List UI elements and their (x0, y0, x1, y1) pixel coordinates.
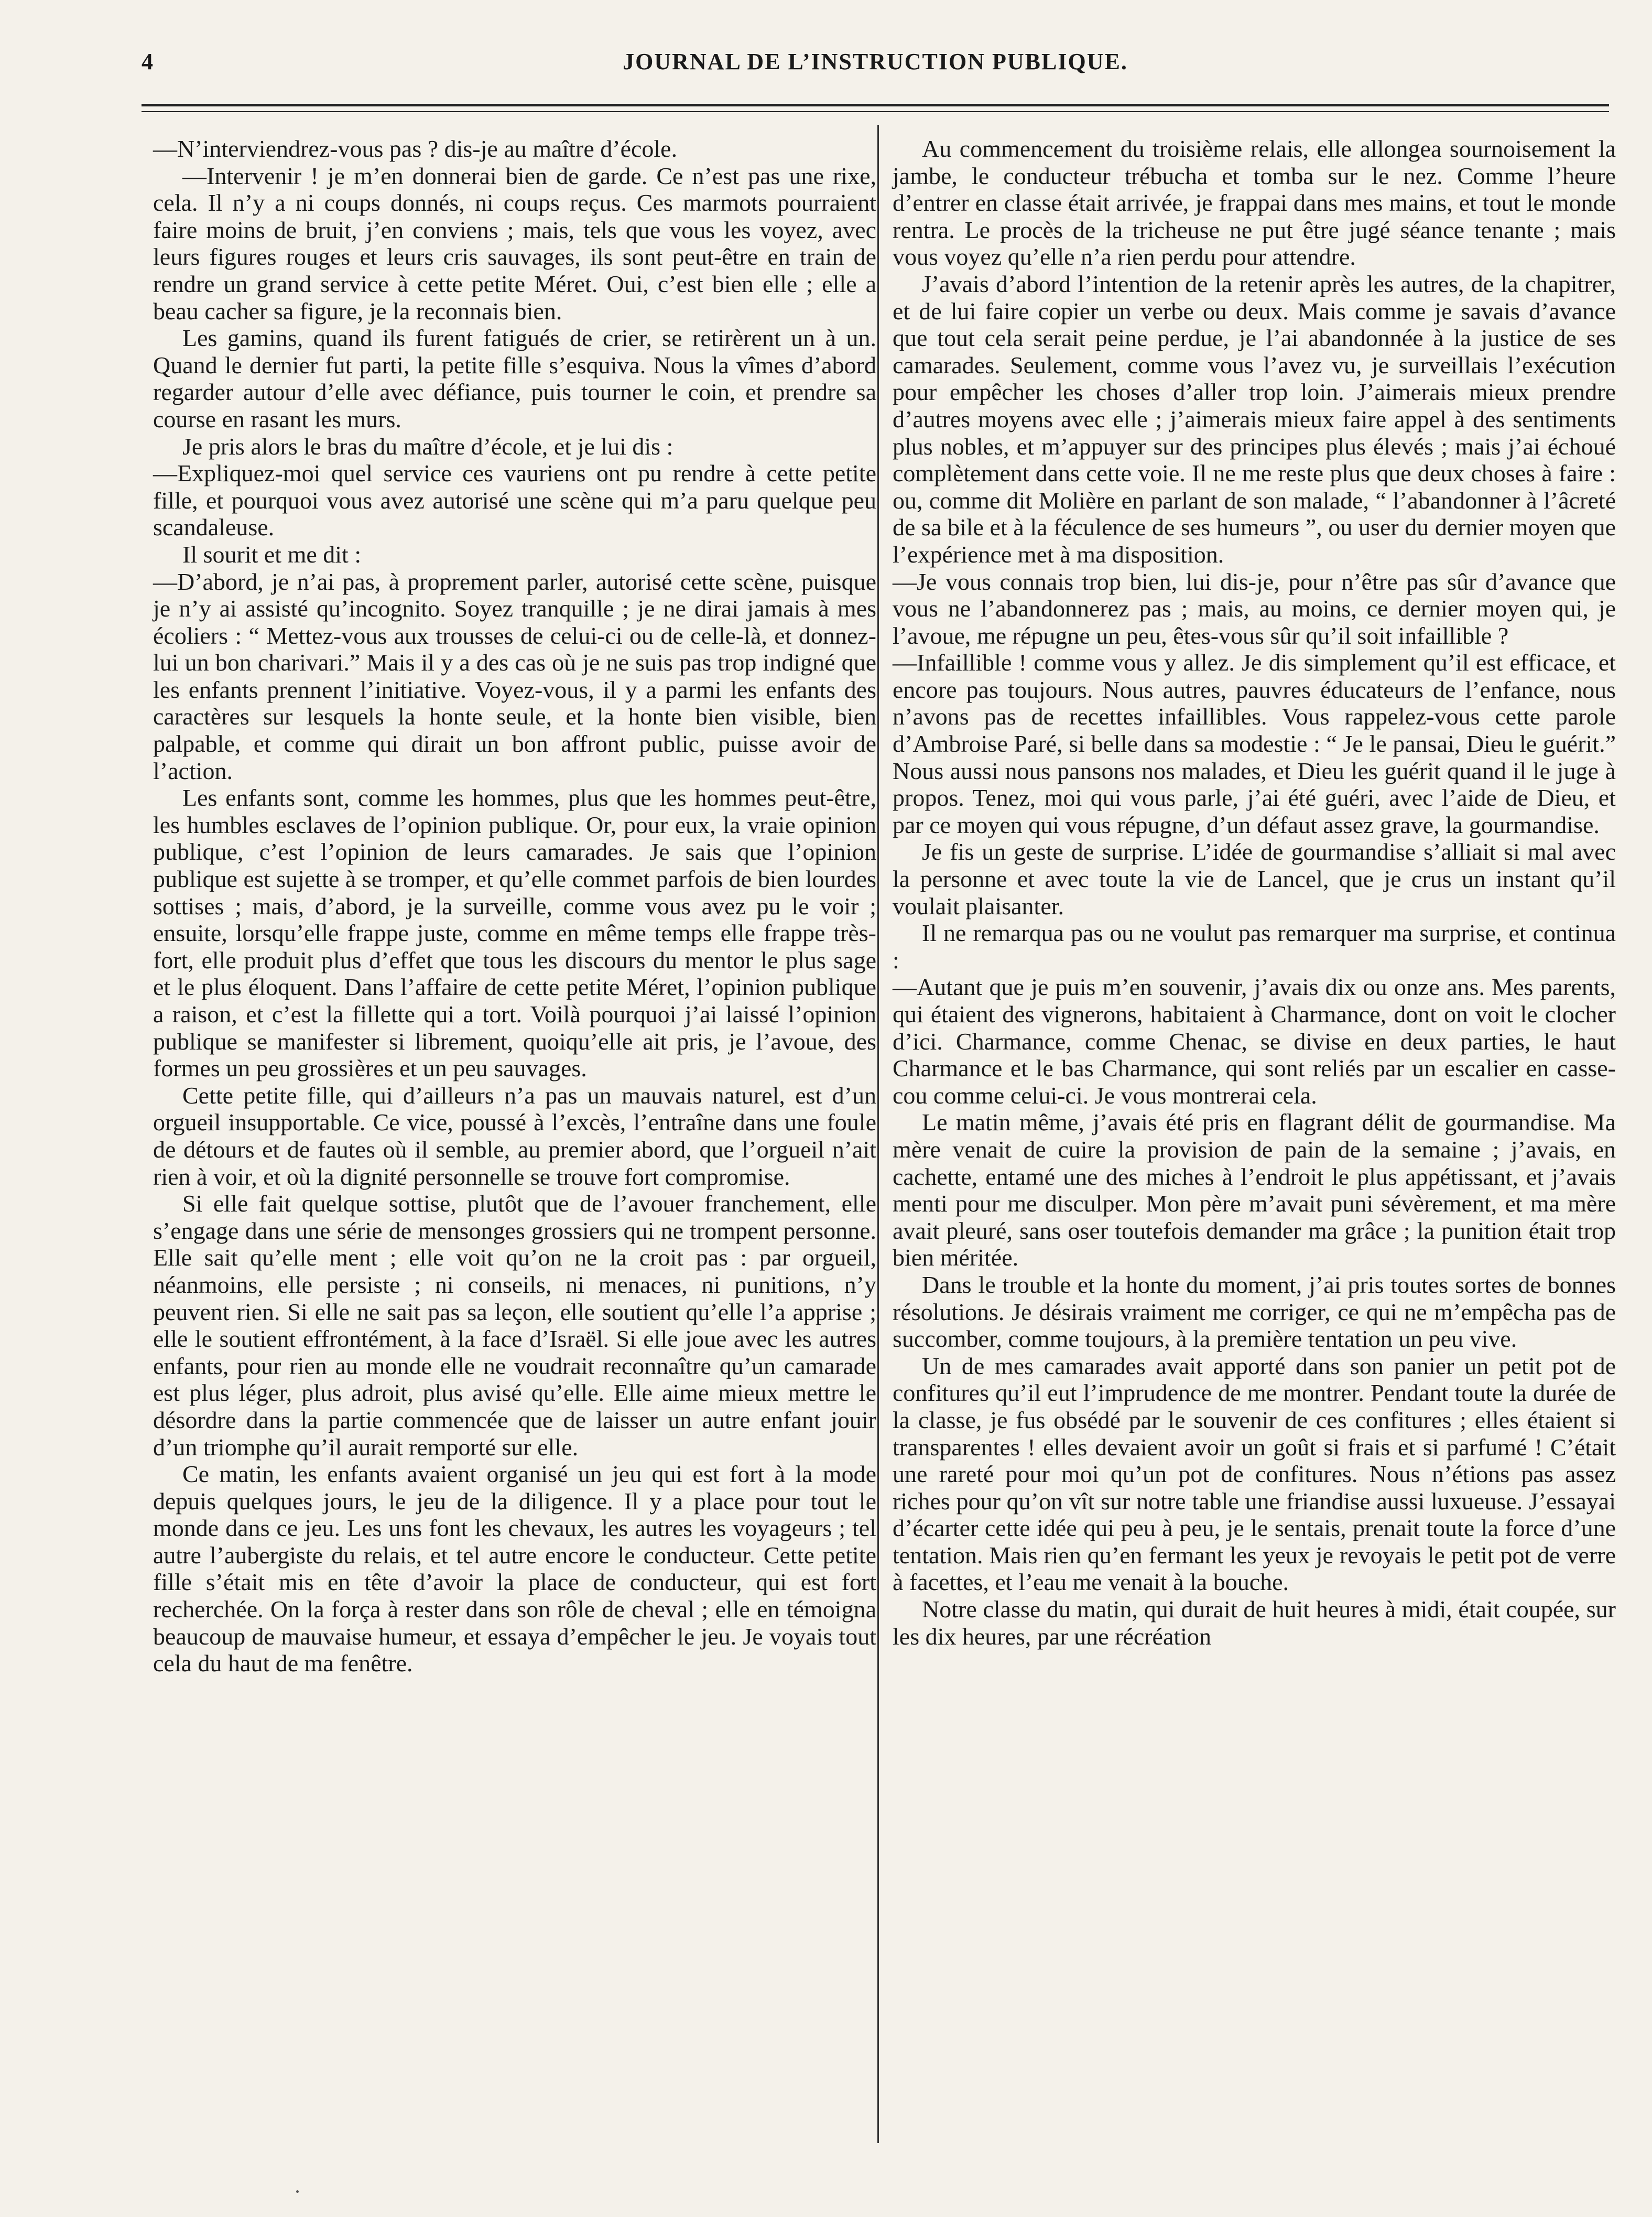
paragraph: Un de mes camarades avait apporté dans son panier un petit pot de confitures qu’il eut l’imprudence de me montrer. Pendant toute la durée de la classe, je fus obsédé par le souvenir de ces confitures ; elles étaient si transparentes ! elles devaient avoir un goût si frais et si parfumé ! C’était une rareté pour moi qu’un pot de confitures. Nous n’étions pas assez riches pour qu’on vît sur notre table une friandise aussi luxueuse. J’essayai d’écarter cette idée qui peu à peu, je le sentais, prenait toute la force d’une tentation. Mais rien qu’en fermant les yeux je revoyais le petit pot de verre à facettes, et l’eau me venait à la bouche. (893, 1352, 1616, 1596)
paragraph: Au commencement du troisième relais, elle allongea sournoisement la jambe, le conducteur trébucha et tomba sur le nez. Comme l’heure d’entrer en classe était arrivée, je frappai dans mes mains, et tout le monde rentra. Le procès de la tricheuse ne put être jugé séance tenante ; mais vous voyez qu’elle n’a rien perdu pour attendre. (893, 135, 1616, 271)
paragraph: Dans le trouble et la honte du moment, j’ai pris toutes sortes de bonnes résolutions. Je désirais vraiment me corriger, ce qui ne m’empêcha pas de succomber, comme toujours, à la première tentation un peu vive. (893, 1271, 1616, 1353)
paragraph: Le matin même, j’avais été pris en flagrant délit de gourmandise. Ma mère venait de cuire la provision de pain de la semaine ; j’avais, en cachette, entamé une des miches à l’endroit le plus appétissant, et j’avais menti pour me disculper. Mon père m’avait puni sévèrement, et ma mère avait pleuré, sans oser toutefois demander ma grâce ; la punition était trop bien méritée. (893, 1109, 1616, 1271)
page-header (142, 48, 1609, 80)
paragraph: Je pris alors le bras du maître d’école, et je lui dis : (182, 432, 673, 460)
paragraph: Il sourit et me dit : (182, 540, 362, 568)
stray-ink-mark (296, 2190, 299, 2193)
column-divider (877, 125, 879, 2143)
header-rule-thick (142, 104, 1609, 106)
paragraph: —Expliquez-moi quel service ces vauriens ont pu rendre à cette petite fille, et pourquoi vous avez autorisé une scène qui m’a paru quelque peu scandaleuse. (153, 460, 876, 541)
header-rule-thin (142, 111, 1609, 112)
paragraph: Il ne remarqua pas ou ne voulut pas remarquer ma surprise, et continua : (893, 920, 1616, 974)
right-column (893, 135, 1616, 1650)
paragraph: —Je vous connais trop bien, lui dis-je, pour n’être pas sûr d’avance que vous ne l’abandonnerez pas ; mais, au moins, ce dernier moyen qui, je l’avoue, me répugne un peu, êtes-vous sûr qu’il soit infaillible ? (893, 568, 1616, 649)
journal-title: JOURNAL DE L’INSTRUCTION PUBLIQUE. (623, 49, 1128, 74)
page-number: 4 (142, 49, 153, 74)
left-column (153, 135, 876, 1677)
paragraph: Ce matin, les enfants avaient organisé un jeu qui est fort à la mode depuis quelques jours, le jeu de la diligence. Il y a place pour tout le monde dans ce jeu. Les uns font les chevaux, les autres les voyageurs ; tel autre l’aubergiste du relais, et tel autre encore le conducteur. Cette petite fille s’était mis en tête d’avoir la place de conducteur, qui est fort recherchée. On la força à rester dans son rôle de cheval ; elle en témoigna beaucoup de mauvaise humeur, et essaya d’empêcher le jeu. Je voyais tout cela du haut de ma fenêtre. (153, 1461, 876, 1677)
paragraph: Les gamins, quand ils furent fatigués de crier, se retirèrent un à un. Quand le dernier fut parti, la petite fille s’esquiva. Nous la vîmes d’abord regarder autour d’elle avec défiance, puis tourner le coin, et prendre sa course en rasant les murs. (153, 325, 876, 432)
paragraph: —Infaillible ! comme vous y allez. Je dis simplement qu’il est efficace, et encore pas toujours. Nous autres, pauvres éducateurs de l’enfance, nous n’avons pas de recettes infaillibles. Vous rappelez-vous cette parole d’Ambroise Paré, si belle dans sa modestie : “ Je le pansai, Dieu le guérit.” Nous aussi nous pansons nos malades, et Dieu les guérit quand il le juge à propos. Tenez, moi qui vous parle, j’ai été guéri, avec l’aide de Dieu, et par ce moyen qui vous répugne, d’un défaut assez grave, la gourmandise. (893, 649, 1616, 838)
paragraph: —Autant que je puis m’en souvenir, j’avais dix ou onze ans. Mes parents, qui étaient des vignerons, habitaient à Charmance, dont on voit le clocher d’ici. Charmance, comme Chenac, se divise en deux parties, le haut Charmance et le bas Charmance, qui sont reliés par un escalier en casse-cou comme celui-ci. Je vous montrerai cela. (893, 974, 1616, 1109)
paragraph: Si elle fait quelque sottise, plutôt que de l’avouer franchement, elle s’engage dans une série de mensonges grossiers qui ne trompent personne. Elle sait qu’elle ment ; elle voit qu’on ne la croit pas : par orgueil, néanmoins, elle persiste ; ni conseils, ni menaces, ni punitions, n’y peuvent rien. Si elle ne sait pas sa leçon, elle soutient qu’elle l’a apprise ; elle le soutient effrontément, à la face d’Israël. Si elle joue avec les autres enfants, pour rien au monde elle ne voudrait reconnaître qu’un camarade est plus léger, plus adroit, plus avisé qu’elle. Elle aime mieux mettre le désordre dans la partie commencée que de laisser un autre enfant jouir d’un triomphe qu’il aurait remporté sur elle. (153, 1190, 876, 1461)
paragraph: —Intervenir ! je m’en donnerai bien de garde. Ce n’est pas une rixe, cela. Il n’y a ni coups donnés, ni coups reçus. Ces marmots pourraient faire moins de bruit, j’en conviens ; mais, tels que vous les voyez, avec leurs figures rouges et leurs cris sauvages, ils sont peut-être en train de rendre un grand service à cette petite Méret. Oui, c’est bien elle ; elle a beau cacher sa figure, je la reconnais bien. (153, 162, 876, 325)
paragraph: —N’interviendrez-vous pas ? dis-je au maître d’école. (153, 135, 678, 162)
paragraph: Cette petite fille, qui d’ailleurs n’a pas un mauvais naturel, est d’un orgueil insupportable. Ce vice, poussé à l’excès, l’entraîne dans une foule de détours et de fautes où il semble, au premier abord, que l’orgueil n’ait rien à voir, et où la dignité personnelle se trouve fort compromise. (153, 1082, 876, 1190)
paragraph: J’avais d’abord l’intention de la retenir après les autres, de la chapitrer, et de lui faire copier un verbe ou deux. Mais comme je savais d’avance que tout cela serait peine perdue, je l’ai abandonnée à la justice de ses camarades. Seulement, comme vous l’avez vu, je surveillais l’exécution pour empêcher les choses d’aller trop loin. J’aimerais mieux prendre d’autres moyens avec elle ; j’aimerais mieux faire appel à des sentiments plus nobles, et m’appuyer sur des principes plus élevés ; mais j’ai échoué complètement dans cette voie. Il ne me reste plus que deux choses à faire : ou, comme dit Molière en parlant de son malade, “ l’abandonner à l’âcreté de sa bile et à la féculence de ses humeurs ”, ou user du dernier moyen que l’expérience met à ma disposition. (893, 270, 1616, 568)
paragraph: Notre classe du matin, qui durait de huit heures à midi, était coupée, sur les dix heures, par une récréation (893, 1596, 1616, 1650)
paragraph: —D’abord, je n’ai pas, à proprement parler, autorisé cette scène, puisque je n’y ai assisté qu’incognito. Soyez tranquille ; je ne dirai jamais à mes écoliers : “ Mettez-vous aux trousses de celui-ci ou de celle-là, et donnez-lui un bon charivari.” Mais il y a des cas où je ne suis pas trop indigné que les enfants prennent l’initiative. Voyez-vous, il y a parmi les enfants des caractères sur lesquels la honte seule, et la honte bien visible, bien palpable, et comme qui dirait un bon affront public, puisse avoir de l’action. (153, 568, 876, 784)
paragraph: Les enfants sont, comme les hommes, plus que les hommes peut-être, les humbles esclaves de l’opinion publique. Or, pour eux, la vraie opinion publique, c’est l’opinion de leurs camarades. Je sais que l’opinion publique est sujette à se tromper, et qu’elle commet parfois de bien lourdes sottises ; mais, d’abord, je la surveille, comme vous avez pu le voir ; ensuite, lorsqu’elle frappe juste, comme en même temps elle frappe très-fort, elle produit plus d’effet que tous les discours du mentor le plus sage et le plus éloquent. Dans l’affaire de cette petite Méret, l’opinion publique a raison, et c’est la fillette qui a tort. Voilà pourquoi j’ai laissé l’opinion publique se manifester si librement, quoiqu’elle ait pris, je l’avoue, des formes un peu grossières et un peu sauvages. (153, 784, 876, 1082)
paragraph: Je fis un geste de surprise. L’idée de gourmandise s’alliait si mal avec la personne et avec toute la vie de Lancel, que je crus un instant qu’il voulait plaisanter. (893, 838, 1616, 920)
